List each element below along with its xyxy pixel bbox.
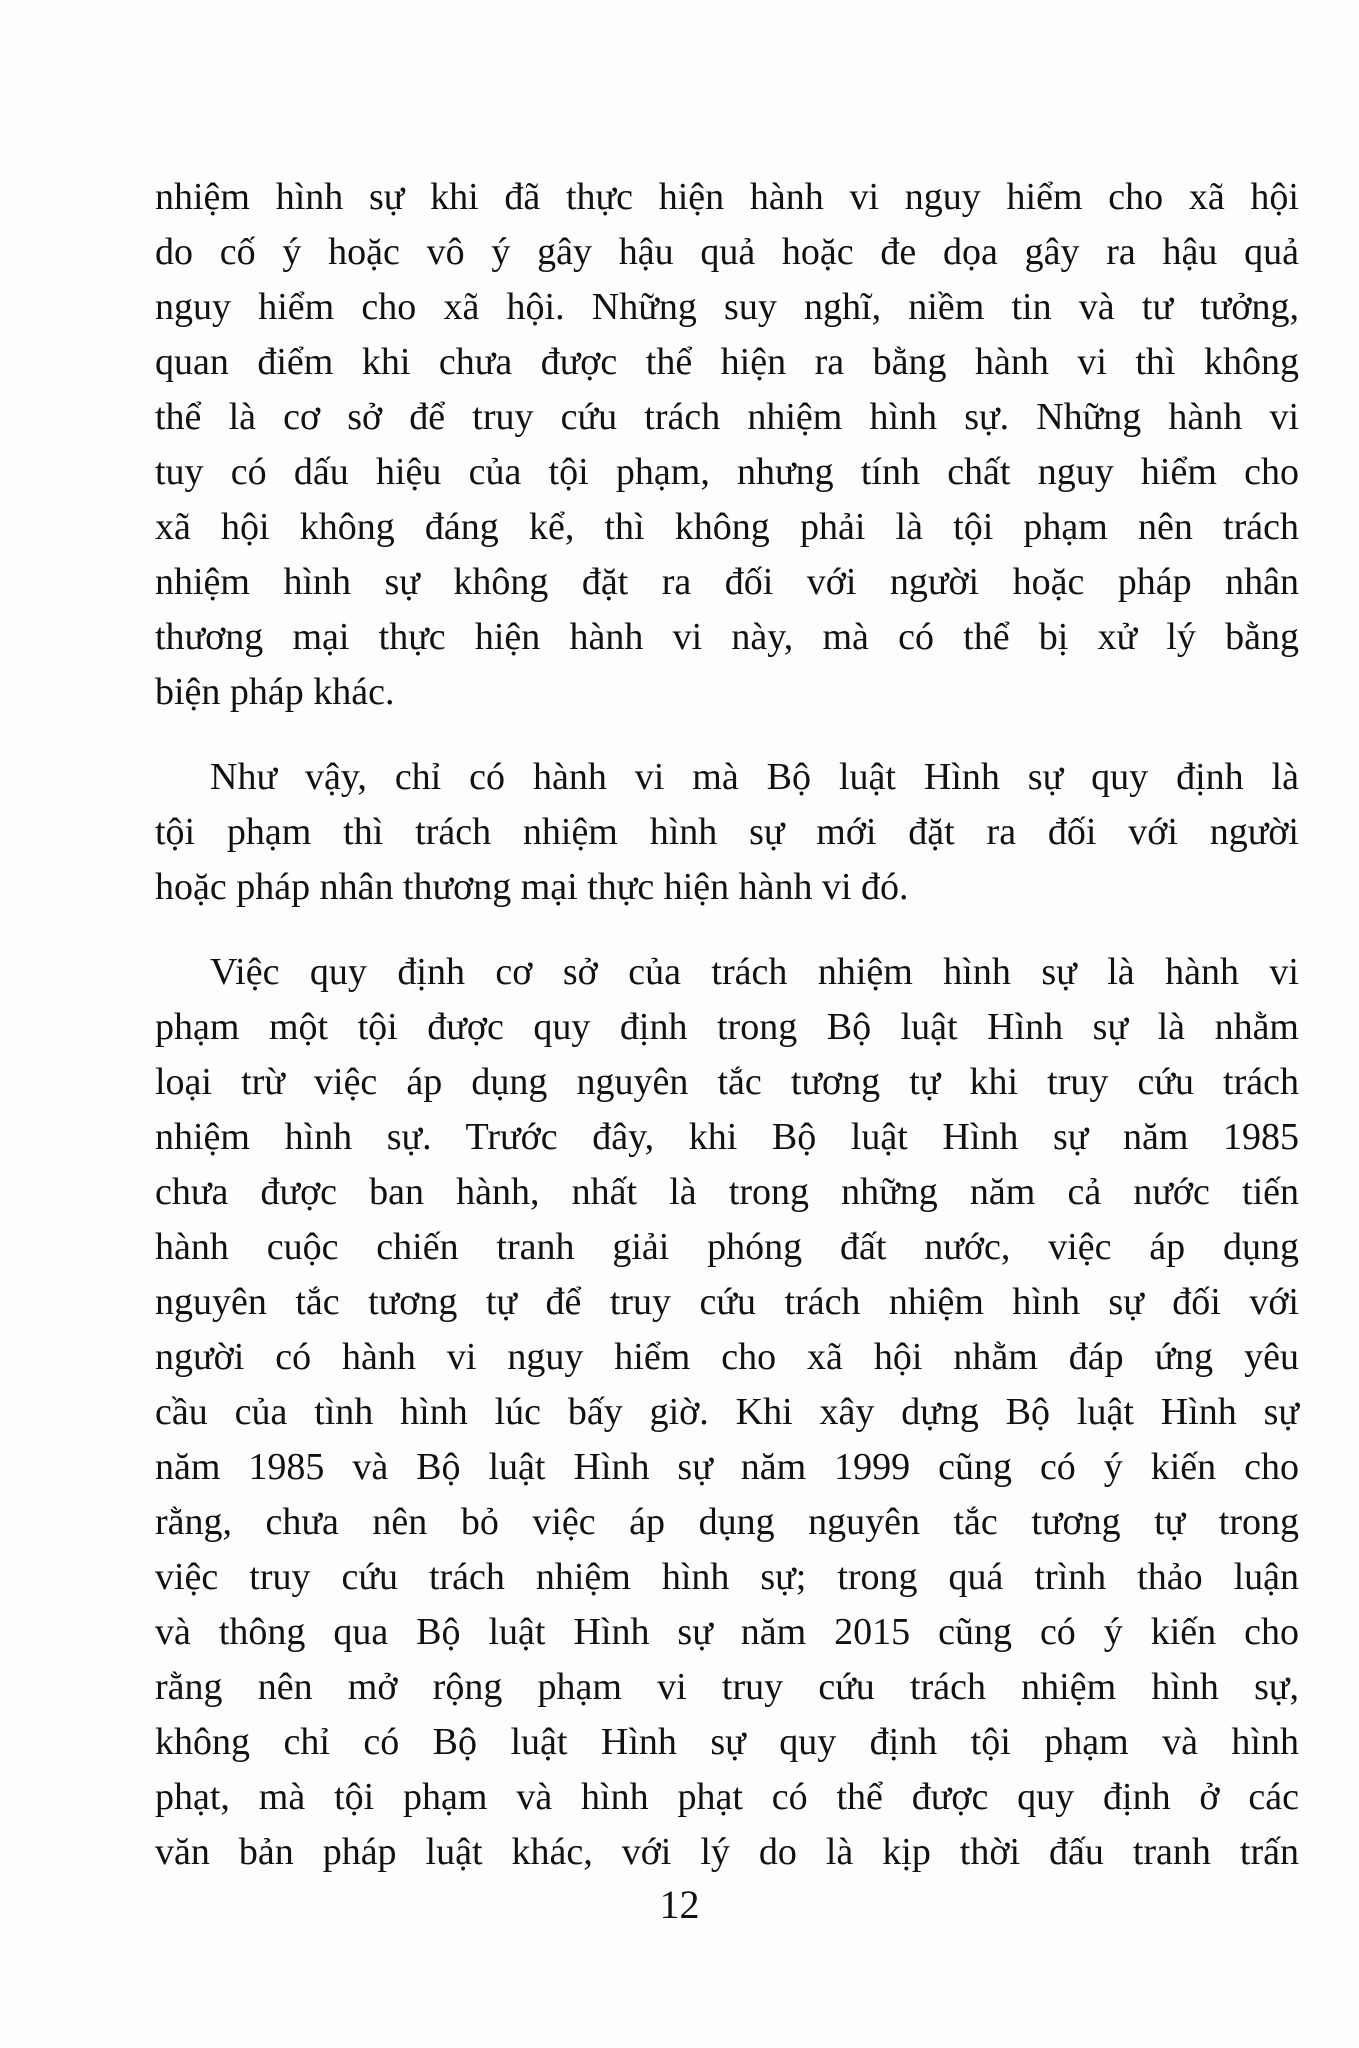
text-line: Như vậy, chỉ có hành vi mà Bộ luật Hình sự quy định là bbox=[210, 756, 1299, 798]
text-line: rằng, chưa nên bỏ việc áp dụng nguyên tắc tương tự trong bbox=[155, 1501, 1299, 1543]
text-line: nhiệm hình sự không đặt ra đối với người hoặc pháp nhân bbox=[155, 561, 1299, 603]
text-line: xã hội không đáng kể, thì không phải là tội phạm nên trách bbox=[155, 506, 1299, 548]
text-line: phạt, mà tội phạm và hình phạt có thể được quy định ở các bbox=[155, 1776, 1299, 1818]
text-line: biện pháp khác. bbox=[155, 671, 395, 713]
text-line: văn bản pháp luật khác, với lý do là kịp thời đấu tranh trấn bbox=[155, 1831, 1299, 1873]
text-line: tuy có dấu hiệu của tội phạm, nhưng tính chất nguy hiểm cho bbox=[155, 451, 1299, 493]
text-line: tội phạm thì trách nhiệm hình sự mới đặt ra đối với người bbox=[155, 811, 1299, 853]
text-line: loại trừ việc áp dụng nguyên tắc tương tự khi truy cứu trách bbox=[155, 1061, 1299, 1103]
text-line: hành cuộc chiến tranh giải phóng đất nước, việc áp dụng bbox=[155, 1226, 1299, 1268]
text-line: năm 1985 và Bộ luật Hình sự năm 1999 cũng có ý kiến cho bbox=[155, 1446, 1299, 1488]
text-line: rằng nên mở rộng phạm vi truy cứu trách nhiệm hình sự, bbox=[155, 1666, 1299, 1708]
text-line: nhiệm hình sự khi đã thực hiện hành vi nguy hiểm cho xã hội bbox=[155, 176, 1299, 218]
text-line: Việc quy định cơ sở của trách nhiệm hình sự là hành vi bbox=[210, 951, 1299, 993]
text-line: phạm một tội được quy định trong Bộ luật Hình sự là nhằm bbox=[155, 1006, 1299, 1048]
text-line: và thông qua Bộ luật Hình sự năm 2015 cũng có ý kiến cho bbox=[155, 1611, 1299, 1653]
text-line: do cố ý hoặc vô ý gây hậu quả hoặc đe dọa gây ra hậu quả bbox=[155, 231, 1299, 273]
text-line: việc truy cứu trách nhiệm hình sự; trong quá trình thảo luận bbox=[155, 1556, 1299, 1598]
text-line: nhiệm hình sự. Trước đây, khi Bộ luật Hình sự năm 1985 bbox=[155, 1116, 1299, 1158]
page-number: 12 bbox=[659, 1882, 700, 1927]
text-line: cầu của tình hình lúc bấy giờ. Khi xây dựng Bộ luật Hình sự bbox=[155, 1391, 1299, 1433]
paragraph-gap bbox=[155, 915, 1299, 945]
page-body-text bbox=[155, 170, 1299, 1880]
paragraph bbox=[155, 170, 1299, 720]
text-line: quan điểm khi chưa được thể hiện ra bằng hành vi thì không bbox=[155, 341, 1299, 383]
text-line: nguyên tắc tương tự để truy cứu trách nhiệm hình sự đối với bbox=[155, 1281, 1299, 1323]
paragraph bbox=[155, 945, 1299, 1880]
text-line: chưa được ban hành, nhất là trong những năm cả nước tiến bbox=[155, 1171, 1299, 1213]
text-line: thể là cơ sở để truy cứu trách nhiệm hình sự. Những hành vi bbox=[155, 396, 1299, 438]
text-line: thương mại thực hiện hành vi này, mà có thể bị xử lý bằng bbox=[155, 616, 1299, 658]
text-line: hoặc pháp nhân thương mại thực hiện hành vi đó. bbox=[155, 866, 909, 908]
paragraph bbox=[155, 750, 1299, 915]
text-line: người có hành vi nguy hiểm cho xã hội nhằm đáp ứng yêu bbox=[155, 1336, 1299, 1378]
text-line: nguy hiểm cho xã hội. Những suy nghĩ, niềm tin và tư tưởng, bbox=[155, 286, 1299, 328]
paragraph-gap bbox=[155, 720, 1299, 750]
text-line: không chỉ có Bộ luật Hình sự quy định tội phạm và hình bbox=[155, 1721, 1299, 1763]
